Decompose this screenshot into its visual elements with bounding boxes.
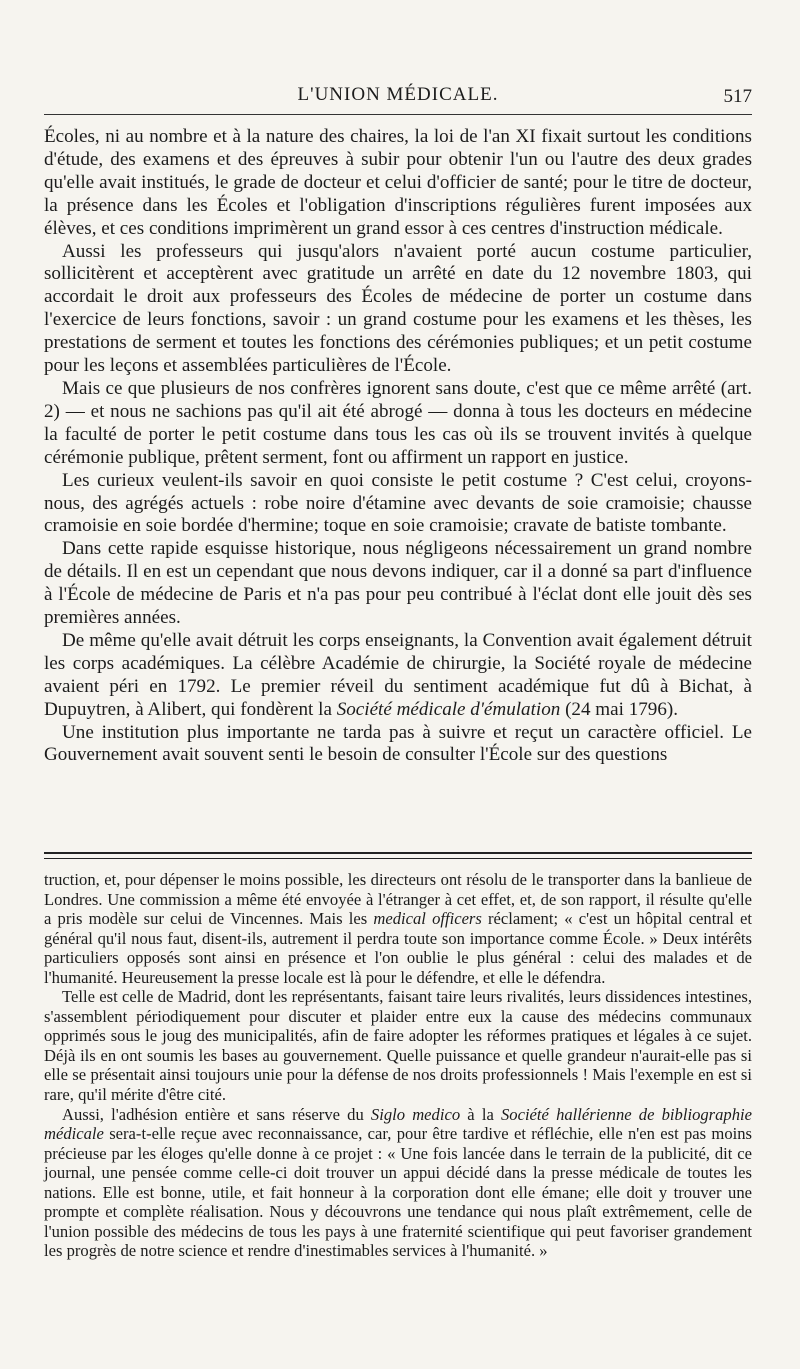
main-text: [44, 126, 752, 767]
text-run: sera-t-elle reçue avec reconnaissance, car, pour être tardive et réfléchie, elle n'en est pas moins précieuse par les éloges qu'elle donne à ce projet : « Une fois lancée dans le terrain de la publicité, dit ce journal, une pensée comme celle-ci doit trouver un appui décidé dans la presse médicale de toutes les nations. Elle est bonne, utile, et fait honneur à la corporation dont elle émane; elle doit y trouver une prompte et complète réalisation. Nous y découvrons une tendance qui nous plaît extrêmement, celle de l'union possible des médecins de tous les pays à une fraternité scientifique qui peut favoriser grandement les progrès de notre science et rendre d'inestimables services à l'humanité. »: [44, 1124, 752, 1261]
paragraph: Écoles, ni au nombre et à la nature des chaires, la loi de l'an XI fixait surtout les conditions d'étude, des examens et des épreuves à subir pour obtenir l'un ou l'autre des deux grades qu'elle avait institués, le grade de docteur et celui d'officier de santé; pour le titre de docteur, la présence dans les Écoles et l'obligation d'inscriptions régulières furent imposées aux élèves, et ces conditions imprimèrent un grand essor à ces centres d'instruction médicale.: [44, 126, 752, 239]
paragraph: Une institution plus importante ne tarda pas à suivre et reçut un caractère officiel. Le Gouvernement avait souvent senti le besoin de consulter l'École sur des questions: [44, 721, 752, 766]
feuilleton-text: [44, 870, 752, 1261]
text-run: réclament; « c'est un hôpital central et général qu'il nous faut, disent-ils, autrement il perdra toute son importance comme École. » Deux intérêts particuliers opposés sont ainsi en présence et l'on oublie le plus général : celui des malades et de l'humanité. Heureusement la presse locale est là pour le défendre, et elle le défendra.: [44, 909, 752, 987]
paragraph: Mais ce que plusieurs de nos confrères ignorent sans doute, c'est que ce même arrêté (art. 2) — et nous ne sachions pas qu'il ait été abrogé — donna à tous les docteurs en médecine la faculté de porter le petit costume dans tous les cas où ils se trouvent invités à quelque cérémonie publique, prêtent serment, font ou affirment un rapport en justice.: [44, 377, 752, 468]
text-run: Aussi, l'adhésion entière et sans réserve du: [62, 1104, 371, 1124]
society-name: Société médicale d'émulation: [336, 698, 561, 720]
text-run: (24 mai 1796).: [560, 698, 679, 720]
society-name: Société hallérienne de bibliographie médicale: [44, 1104, 752, 1144]
paragraph: Telle est celle de Madrid, dont les représentants, faisant taire leurs rivalités, leurs dissidences intestines, s'assemblent périodiquement pour discuter et plaider entre eux la cause des médecins communaux opprimés sous le joug des municipalités, afin de faire adopter les réformes pratiques et légales à ce sujet. Déjà ils en ont soumis les bases au gouvernement. Quelle puissance et quelle grandeur n'aurait-elle pas si elle se présentait ainsi toujours unie pour la défense de nos droits professionnels ! Mais l'exemple en est si rare, qu'il mérite d'être cité.: [44, 987, 752, 1105]
text-run: truction, et, pour dépenser le moins possible, les directeurs ont résolu de le transporter dans la banlieue de Londres. Une commission a même été envoyée à l'étranger à cet effet, et, de son rapport, il résulte qu'elle a pris modèle sur celui de Vincennes. Mais les: [44, 870, 752, 929]
text-run: De même qu'elle avait détruit les corps enseignants, la Convention avait également détruit les corps académiques. La célèbre Académie de chirurgie, la Société royale de médecine avaient péri en 1792. Le premier réveil du sentiment académique fut dû à Bichat, à Dupuytren, à Alibert, qui fondèrent la: [44, 629, 752, 720]
paragraph: [44, 1105, 752, 1261]
paragraph: Dans cette rapide esquisse historique, nous négligeons nécessairement un grand nombre de détails. Il en est un cependant que nous devons indiquer, car il a donné sa part d'influence à l'École de médecine de Paris et n'a pas pour peu contribué à l'éclat dont elle jouit dès ses premières années.: [44, 538, 752, 629]
page-header: [44, 84, 752, 115]
page-number: 517: [723, 86, 752, 107]
running-title: L'UNION MÉDICALE.: [297, 84, 499, 105]
paragraph: [44, 630, 752, 722]
paragraph: [44, 870, 752, 987]
section-divider: [44, 852, 752, 859]
journal-name: Siglo medico: [370, 1104, 461, 1124]
paragraph: Les curieux veulent-ils savoir en quoi consiste le petit costume ? C'est celui, croyons-nous, des agrégés actuels : robe noire d'étamine avec devants de soie cramoisie; chausse cramoisie en soie bordée d'hermine; toque en soie cramoisie; cravate de batiste tombante.: [44, 469, 752, 537]
text-run: à la: [460, 1104, 501, 1124]
paragraph: Aussi les professeurs qui jusqu'alors n'avaient porté aucun costume particulier, sollicitèrent et acceptèrent avec gratitude un arrêté en date du 12 novembre 1803, qui accordait le droit aux professeurs des Écoles de médecine de porter un costume dans l'exercice de leurs fonctions, savoir : un grand costume pour les examens et les thèses, les prestations de serment et toutes les fonctions des cérémonies publiques; et un petit costume pour les leçons et assemblées particulières de l'École.: [44, 240, 752, 377]
italic-term: medical officers: [373, 909, 482, 929]
